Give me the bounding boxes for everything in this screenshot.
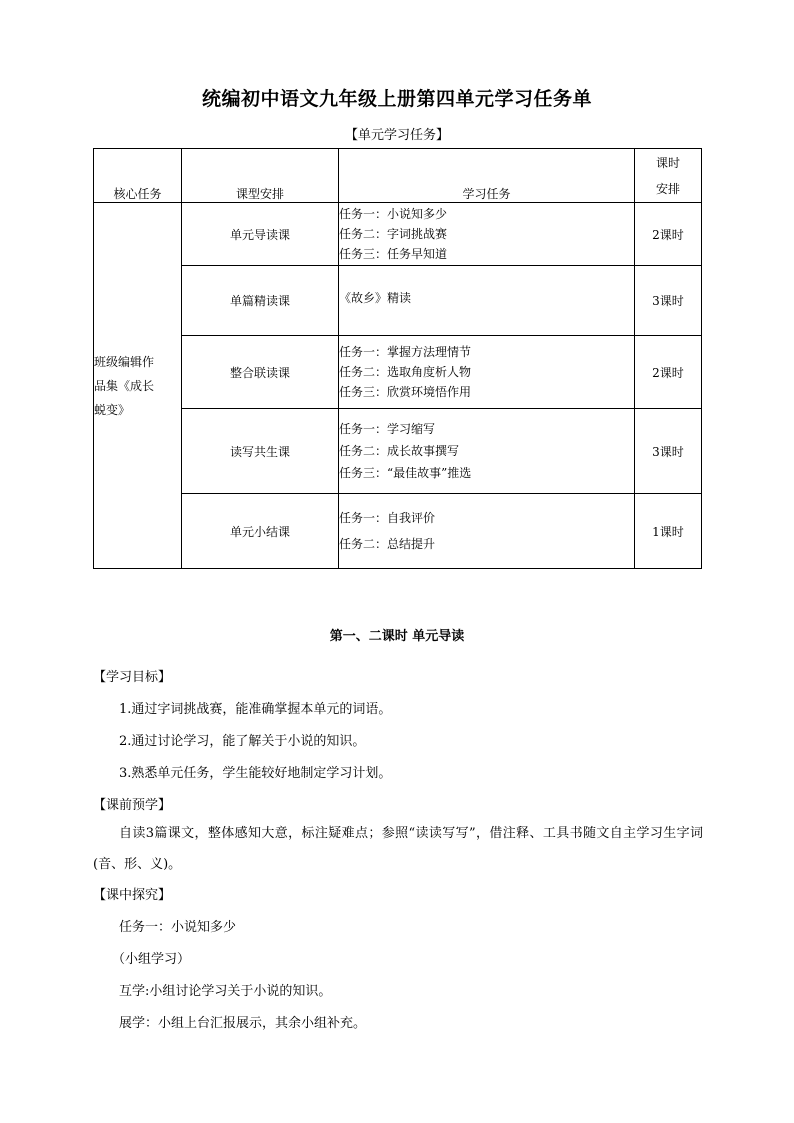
task-item: 任务一：小说知多少 [339,207,448,221]
goal-item: 2.通过讨论学习，能了解关于小说的知识。 [119,734,366,749]
header-hours-line1: 课时 [655,155,680,170]
preview-heading: 【课前预学】 [93,798,172,813]
explore-show-learning: 展学：小组上台汇报展示，其余小组补充。 [119,1016,367,1031]
learning-tasks-cell [339,203,635,266]
task-item: 任务二：选取角度析人物 [339,365,472,379]
table-header-row [94,149,702,203]
course-type-cell: 单篇精读课 [182,266,339,336]
task-item: 任务三：欣赏环境悟作用 [339,385,472,399]
table-row [94,494,702,569]
task-item: 任务三：“最佳故事”推选 [339,466,472,480]
header-course-type: 课型安排 [182,149,339,203]
task-item: 任务二：字词挑战赛 [339,227,448,241]
task-item: 任务一：自我评价 [339,511,436,525]
table-caption: 【单元学习任务】 [344,128,449,143]
goal-item: 3.熟悉单元任务，学生能较好地制定学习计划。 [119,766,392,781]
hours-cell: 2课时 [635,336,702,409]
goals-heading: 【学习目标】 [93,670,172,685]
learning-tasks-cell [339,266,635,336]
preview-paragraph: 自读3篇课文，整体感知大意，标注疑难点；参照“读读写写”，借注释、工具书随文自主学习生字词(音、形、义)。 [93,826,703,872]
hours-cell: 3课时 [635,266,702,336]
task-item: 任务一：学习缩写 [339,422,436,436]
core-task-line: 蜕变》 [94,402,131,417]
table-row [94,409,702,494]
hours-cell: 2课时 [635,203,702,266]
course-type-cell: 单元小结课 [182,494,339,569]
task-item: 任务二：总结提升 [339,537,436,551]
goal-item: 1.通过字词挑战赛，能准确掌握本单元的词语。 [119,702,392,717]
task-item: 任务二：成长故事撰写 [339,444,460,458]
header-hours-line2: 安排 [655,181,680,196]
core-task-line: 品集《成长 [94,378,155,393]
learning-tasks-cell [339,494,635,569]
section-title: 第一、二课时 单元导读 [329,629,465,644]
header-learning-tasks: 学习任务 [339,149,635,203]
course-type-cell: 整合联读课 [182,336,339,409]
header-hours [635,149,702,203]
header-core-task: 核心任务 [94,149,182,203]
course-type-cell: 读写共生课 [182,409,339,494]
task-item: 任务三：任务早知道 [339,247,448,261]
task-item: 任务一：掌握方法理情节 [339,345,472,359]
page-title: 统编初中语文九年级上册第四单元学习任务单 [201,88,592,110]
learning-tasks-cell [339,336,635,409]
unit-task-table [93,148,702,569]
core-task-cell [94,203,182,569]
explore-mode: （小组学习） [112,952,191,967]
course-type-cell: 单元导读课 [182,203,339,266]
hours-cell: 1课时 [635,494,702,569]
table-row [94,266,702,336]
explore-task: 任务一：小说知多少 [119,920,237,935]
explore-mutual-learning: 互学:小组讨论学习关于小说的知识。 [119,984,332,999]
hours-cell: 3课时 [635,409,702,494]
task-item: 《故乡》精读 [339,291,412,305]
table-row [94,203,702,266]
table-row [94,336,702,409]
learning-tasks-cell [339,409,635,494]
explore-heading: 【课中探究】 [93,888,172,903]
core-task-line: 班级编辑作 [94,354,155,369]
